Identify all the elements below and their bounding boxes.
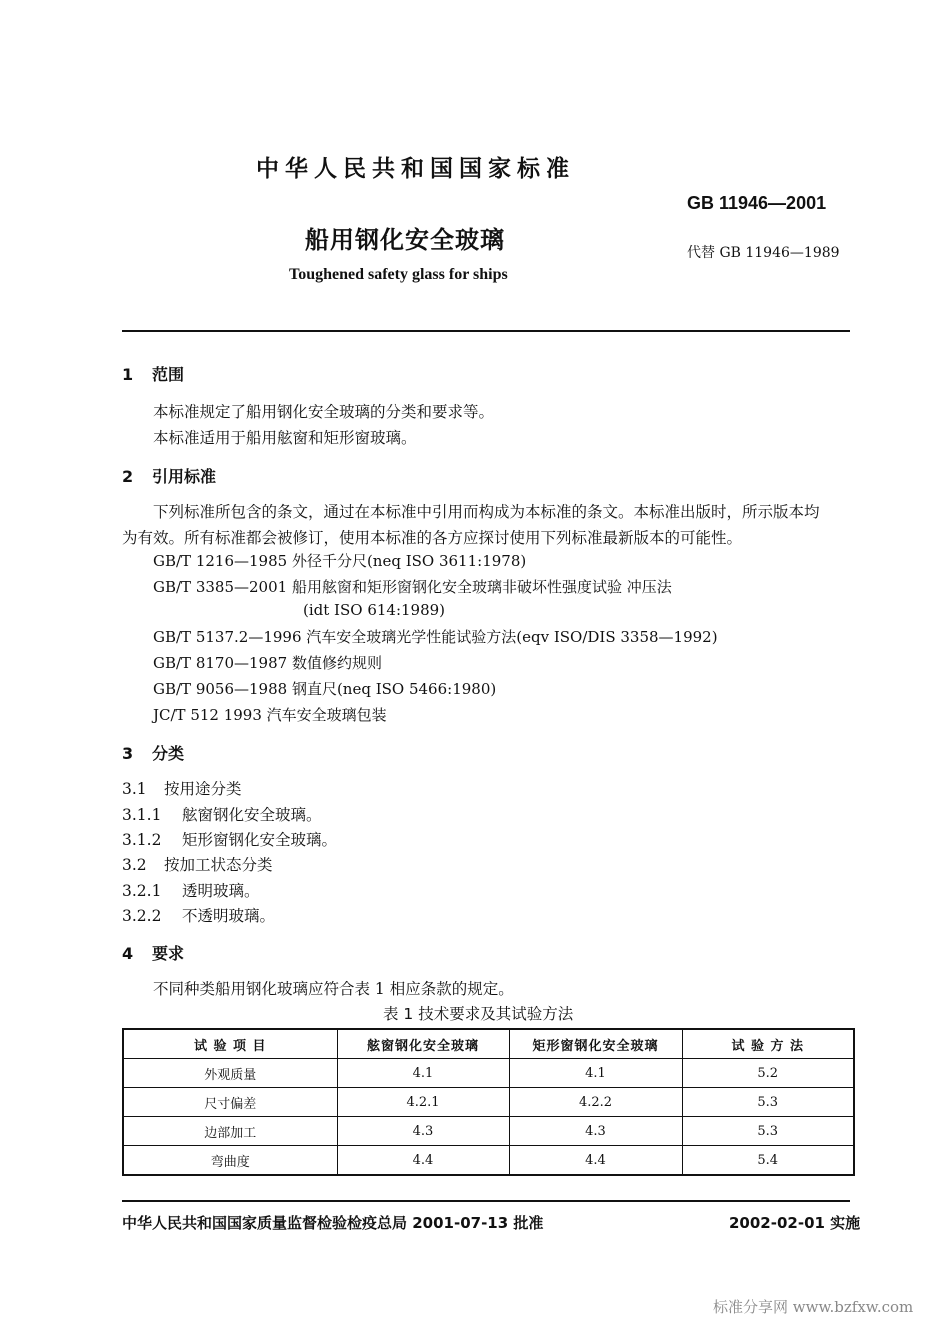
clause-number: 3.2.1 bbox=[122, 882, 162, 900]
column-header: 矩形窗钢化安全玻璃 bbox=[509, 1029, 682, 1059]
column-header: 试 验 项 目 bbox=[123, 1029, 337, 1059]
clause-text: 透明玻璃。 bbox=[182, 882, 260, 900]
section-1-heading bbox=[122, 362, 184, 385]
clause-number: 3.1.1 bbox=[122, 806, 162, 824]
table-cell: 5.2 bbox=[682, 1059, 854, 1088]
table-row bbox=[123, 1088, 854, 1117]
replaces-note: 代替 GB 11946—1989 bbox=[687, 245, 840, 261]
table-cell: 边部加工 bbox=[123, 1117, 337, 1146]
table-cell: 弯曲度 bbox=[123, 1146, 337, 1176]
document-title: 船用钢化安全玻璃 bbox=[305, 226, 505, 254]
clause-text: 按加工状态分类 bbox=[164, 856, 273, 874]
clause-text: 矩形窗钢化安全玻璃。 bbox=[182, 831, 338, 849]
table-row bbox=[123, 1146, 854, 1176]
table-cell: 外观质量 bbox=[123, 1059, 337, 1088]
table-cell: 4.4 bbox=[509, 1146, 682, 1176]
reference-item: GB/T 8170—1987 数值修约规则 bbox=[153, 654, 382, 672]
clause-item bbox=[122, 904, 275, 926]
clause-number: 3.2.2 bbox=[122, 907, 162, 925]
table-cell: 4.3 bbox=[337, 1117, 509, 1146]
section-number: 2 bbox=[122, 467, 134, 486]
clause-item bbox=[122, 853, 273, 875]
section-title: 要求 bbox=[152, 944, 185, 963]
section-title: 引用标准 bbox=[152, 467, 217, 486]
clause-text: 按用途分类 bbox=[164, 780, 242, 798]
reference-item: JC/T 512 1993 汽车安全玻璃包装 bbox=[153, 706, 387, 724]
requirements-table bbox=[122, 1028, 855, 1176]
english-title: Toughened safety glass for ships bbox=[289, 266, 508, 283]
reference-item: GB/T 5137.2—1996 汽车安全玻璃光学性能试验方法(eqv ISO/DIS 3358—1992) bbox=[153, 628, 718, 646]
clause-item bbox=[122, 828, 337, 850]
section-2-heading bbox=[122, 464, 216, 487]
table-header-row bbox=[123, 1029, 854, 1059]
clause-item bbox=[122, 777, 242, 799]
table-cell: 5.3 bbox=[682, 1088, 854, 1117]
section-title: 分类 bbox=[152, 744, 185, 763]
paragraph: 下列标准所包含的条文，通过在本标准中引用而构成为本标准的条文。本标准出版时，所示版本均 bbox=[153, 503, 820, 521]
section-3-heading bbox=[122, 741, 184, 764]
approval-note: 中华人民共和国国家质量监督检验检疫总局 2001-07-13 批准 bbox=[122, 1214, 544, 1232]
reference-item: (idt ISO 614:1989) bbox=[303, 601, 446, 619]
clause-item bbox=[122, 803, 322, 825]
clause-number: 3.1.2 bbox=[122, 831, 162, 849]
section-number: 4 bbox=[122, 944, 134, 963]
reference-item: GB/T 9056—1988 钢直尺(neq ISO 5466:1980) bbox=[153, 680, 497, 698]
clause-item bbox=[122, 879, 260, 901]
table-cell: 5.4 bbox=[682, 1146, 854, 1176]
clause-text: 舷窗钢化安全玻璃。 bbox=[182, 806, 322, 824]
table-cell: 4.2.2 bbox=[509, 1088, 682, 1117]
reference-item: GB/T 3385—2001 船用舷窗和矩形窗钢化安全玻璃非破坏性强度试验 冲压法 bbox=[153, 578, 672, 596]
table-row bbox=[123, 1059, 854, 1088]
clause-text: 不透明玻璃。 bbox=[182, 907, 276, 925]
paragraph: 为有效。所有标准都会被修订，使用本标准的各方应探讨使用下列标准最新版本的可能性。 bbox=[122, 529, 743, 547]
section-title: 范围 bbox=[152, 365, 185, 384]
table-cell: 5.3 bbox=[682, 1117, 854, 1146]
table-cell: 4.4 bbox=[337, 1146, 509, 1176]
reference-item: GB/T 1216—1985 外径千分尺(neq ISO 3611:1978) bbox=[153, 552, 527, 570]
clause-number: 3.2 bbox=[122, 856, 147, 874]
national-standard-heading: 中华人民共和国国家标准 bbox=[256, 156, 575, 182]
table-caption: 表 1 技术要求及其试验方法 bbox=[383, 1005, 574, 1023]
clause-number: 3.1 bbox=[122, 780, 147, 798]
section-number: 1 bbox=[122, 365, 134, 384]
paragraph: 不同种类船用钢化玻璃应符合表 1 相应条款的规定。 bbox=[153, 980, 514, 998]
table-cell: 尺寸偏差 bbox=[123, 1088, 337, 1117]
table-row bbox=[123, 1117, 854, 1146]
standard-code: GB 11946—2001 bbox=[687, 193, 827, 213]
column-header: 舷窗钢化安全玻璃 bbox=[337, 1029, 509, 1059]
table-cell: 4.1 bbox=[337, 1059, 509, 1088]
paragraph: 本标准适用于船用舷窗和矩形窗玻璃。 bbox=[153, 429, 417, 447]
section-number: 3 bbox=[122, 744, 134, 763]
implementation-date: 2002-02-01 实施 bbox=[729, 1214, 861, 1232]
watermark: 标准分享网 www.bzfxw.com bbox=[713, 1298, 914, 1316]
paragraph: 本标准规定了船用钢化安全玻璃的分类和要求等。 bbox=[153, 403, 495, 421]
column-header: 试 验 方 法 bbox=[682, 1029, 854, 1059]
footer-divider bbox=[122, 1200, 850, 1202]
header-divider bbox=[122, 330, 850, 332]
table-cell: 4.3 bbox=[509, 1117, 682, 1146]
section-4-heading bbox=[122, 941, 184, 964]
table-cell: 4.2.1 bbox=[337, 1088, 509, 1117]
table-cell: 4.1 bbox=[509, 1059, 682, 1088]
